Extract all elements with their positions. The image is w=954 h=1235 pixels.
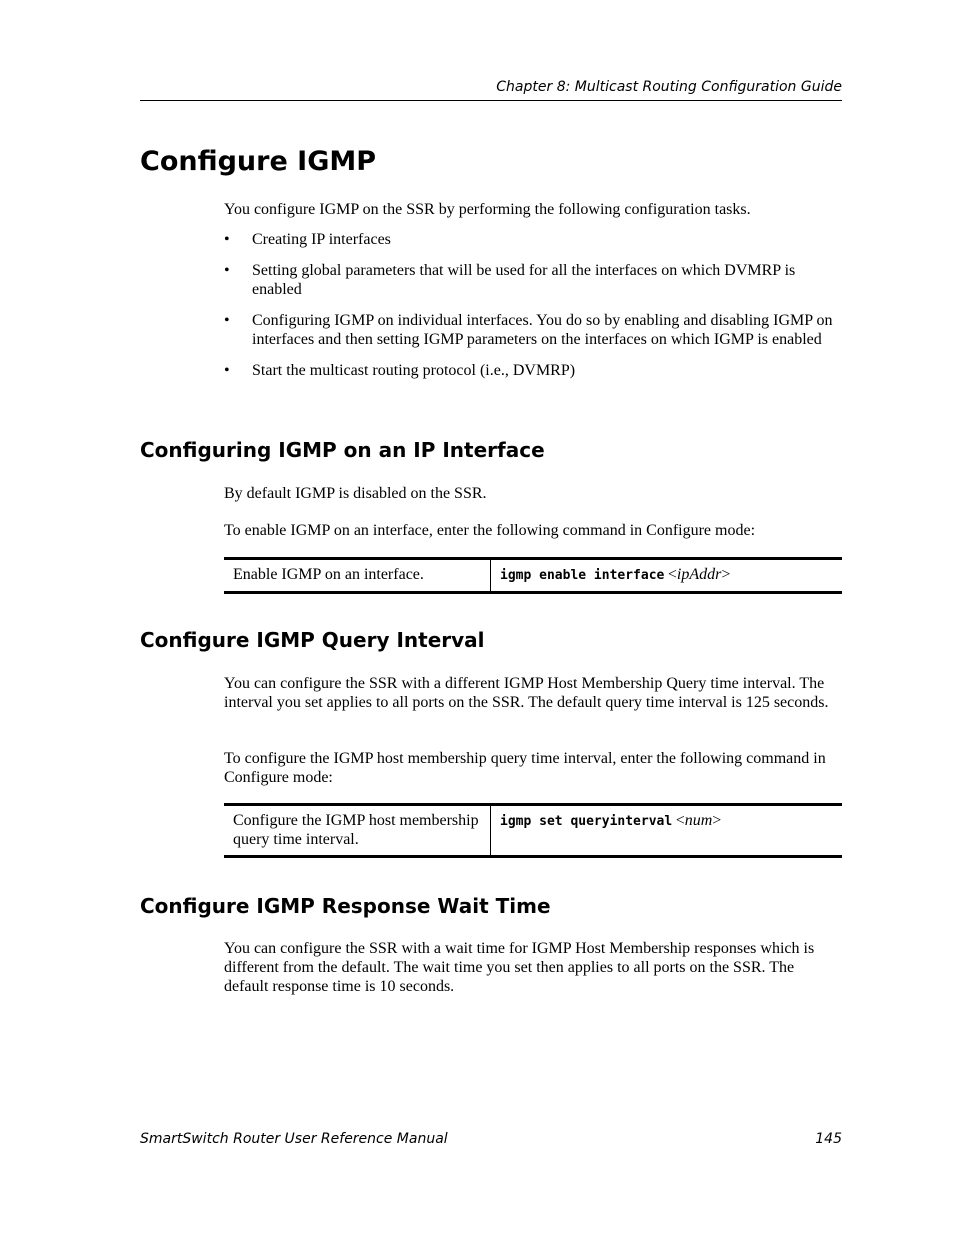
page-number: 145 [815,1131,842,1147]
section-heading-response-wait-time: Configure IGMP Response Wait Time [140,894,551,918]
page-title: Configure IGMP [140,146,377,177]
section-heading-ip-interface: Configuring IGMP on an IP Interface [140,438,545,462]
command-argument: num [684,812,713,829]
running-header: Chapter 8: Multicast Routing Configuration Guide [496,79,842,95]
task-list [224,230,842,392]
list-item: • Configuring IGMP on individual interfaces. You do so by enabling and disabling IGMP on interfaces and then setting IGMP parameters on the interfaces on which IGMP is enabled [224,311,842,349]
command-keyword: igmp set queryinterval [500,814,673,829]
intro-paragraph: You configure IGMP on the SSR by performing the following configuration tasks. [224,201,751,218]
list-item: • Creating IP interfaces [224,230,842,249]
section1-paragraph-2: To enable IGMP on an interface, enter the following command in Configure mode: [224,522,756,539]
section2-paragraph-2: To configure the IGMP host membership query time interval, enter the following command in Configure mode: [224,750,826,786]
list-item: • Start the multicast routing protocol (i.e., DVMRP) [224,361,842,380]
section2-paragraph-1: You can configure the SSR with a different IGMP Host Membership Query time interval. The interval you set applies to all ports on the SSR. The default query time interval is 125 seconds. [224,675,829,711]
table-row [224,805,842,857]
command-table-query-interval [224,803,842,858]
section3-paragraph-1: You can configure the SSR with a wait time for IGMP Host Membership responses which is different from the default. The wait time you set then applies to all ports on the SSR. The default response time is 10 seconds. [224,940,815,995]
command-keyword: igmp enable interface [500,568,665,583]
running-footer-manual: SmartSwitch Router User Reference Manual [140,1131,448,1147]
table-row [224,559,842,593]
list-item: • Setting global parameters that will be used for all the interfaces on which DVMRP is enabled [224,261,842,299]
command-syntax: igmp set queryinterval <num> [500,812,722,829]
section-heading-query-interval: Configure IGMP Query Interval [140,628,485,652]
command-description: Enable IGMP on an interface. [224,559,491,593]
command-table-enable [224,557,842,594]
command-syntax: igmp enable interface <ipAddr> [500,566,731,583]
header-rule [140,100,842,101]
command-argument: ipAddr [676,566,722,583]
command-description: Configure the IGMP host membership query time interval. [224,805,491,857]
section1-paragraph-1: By default IGMP is disabled on the SSR. [224,485,487,502]
